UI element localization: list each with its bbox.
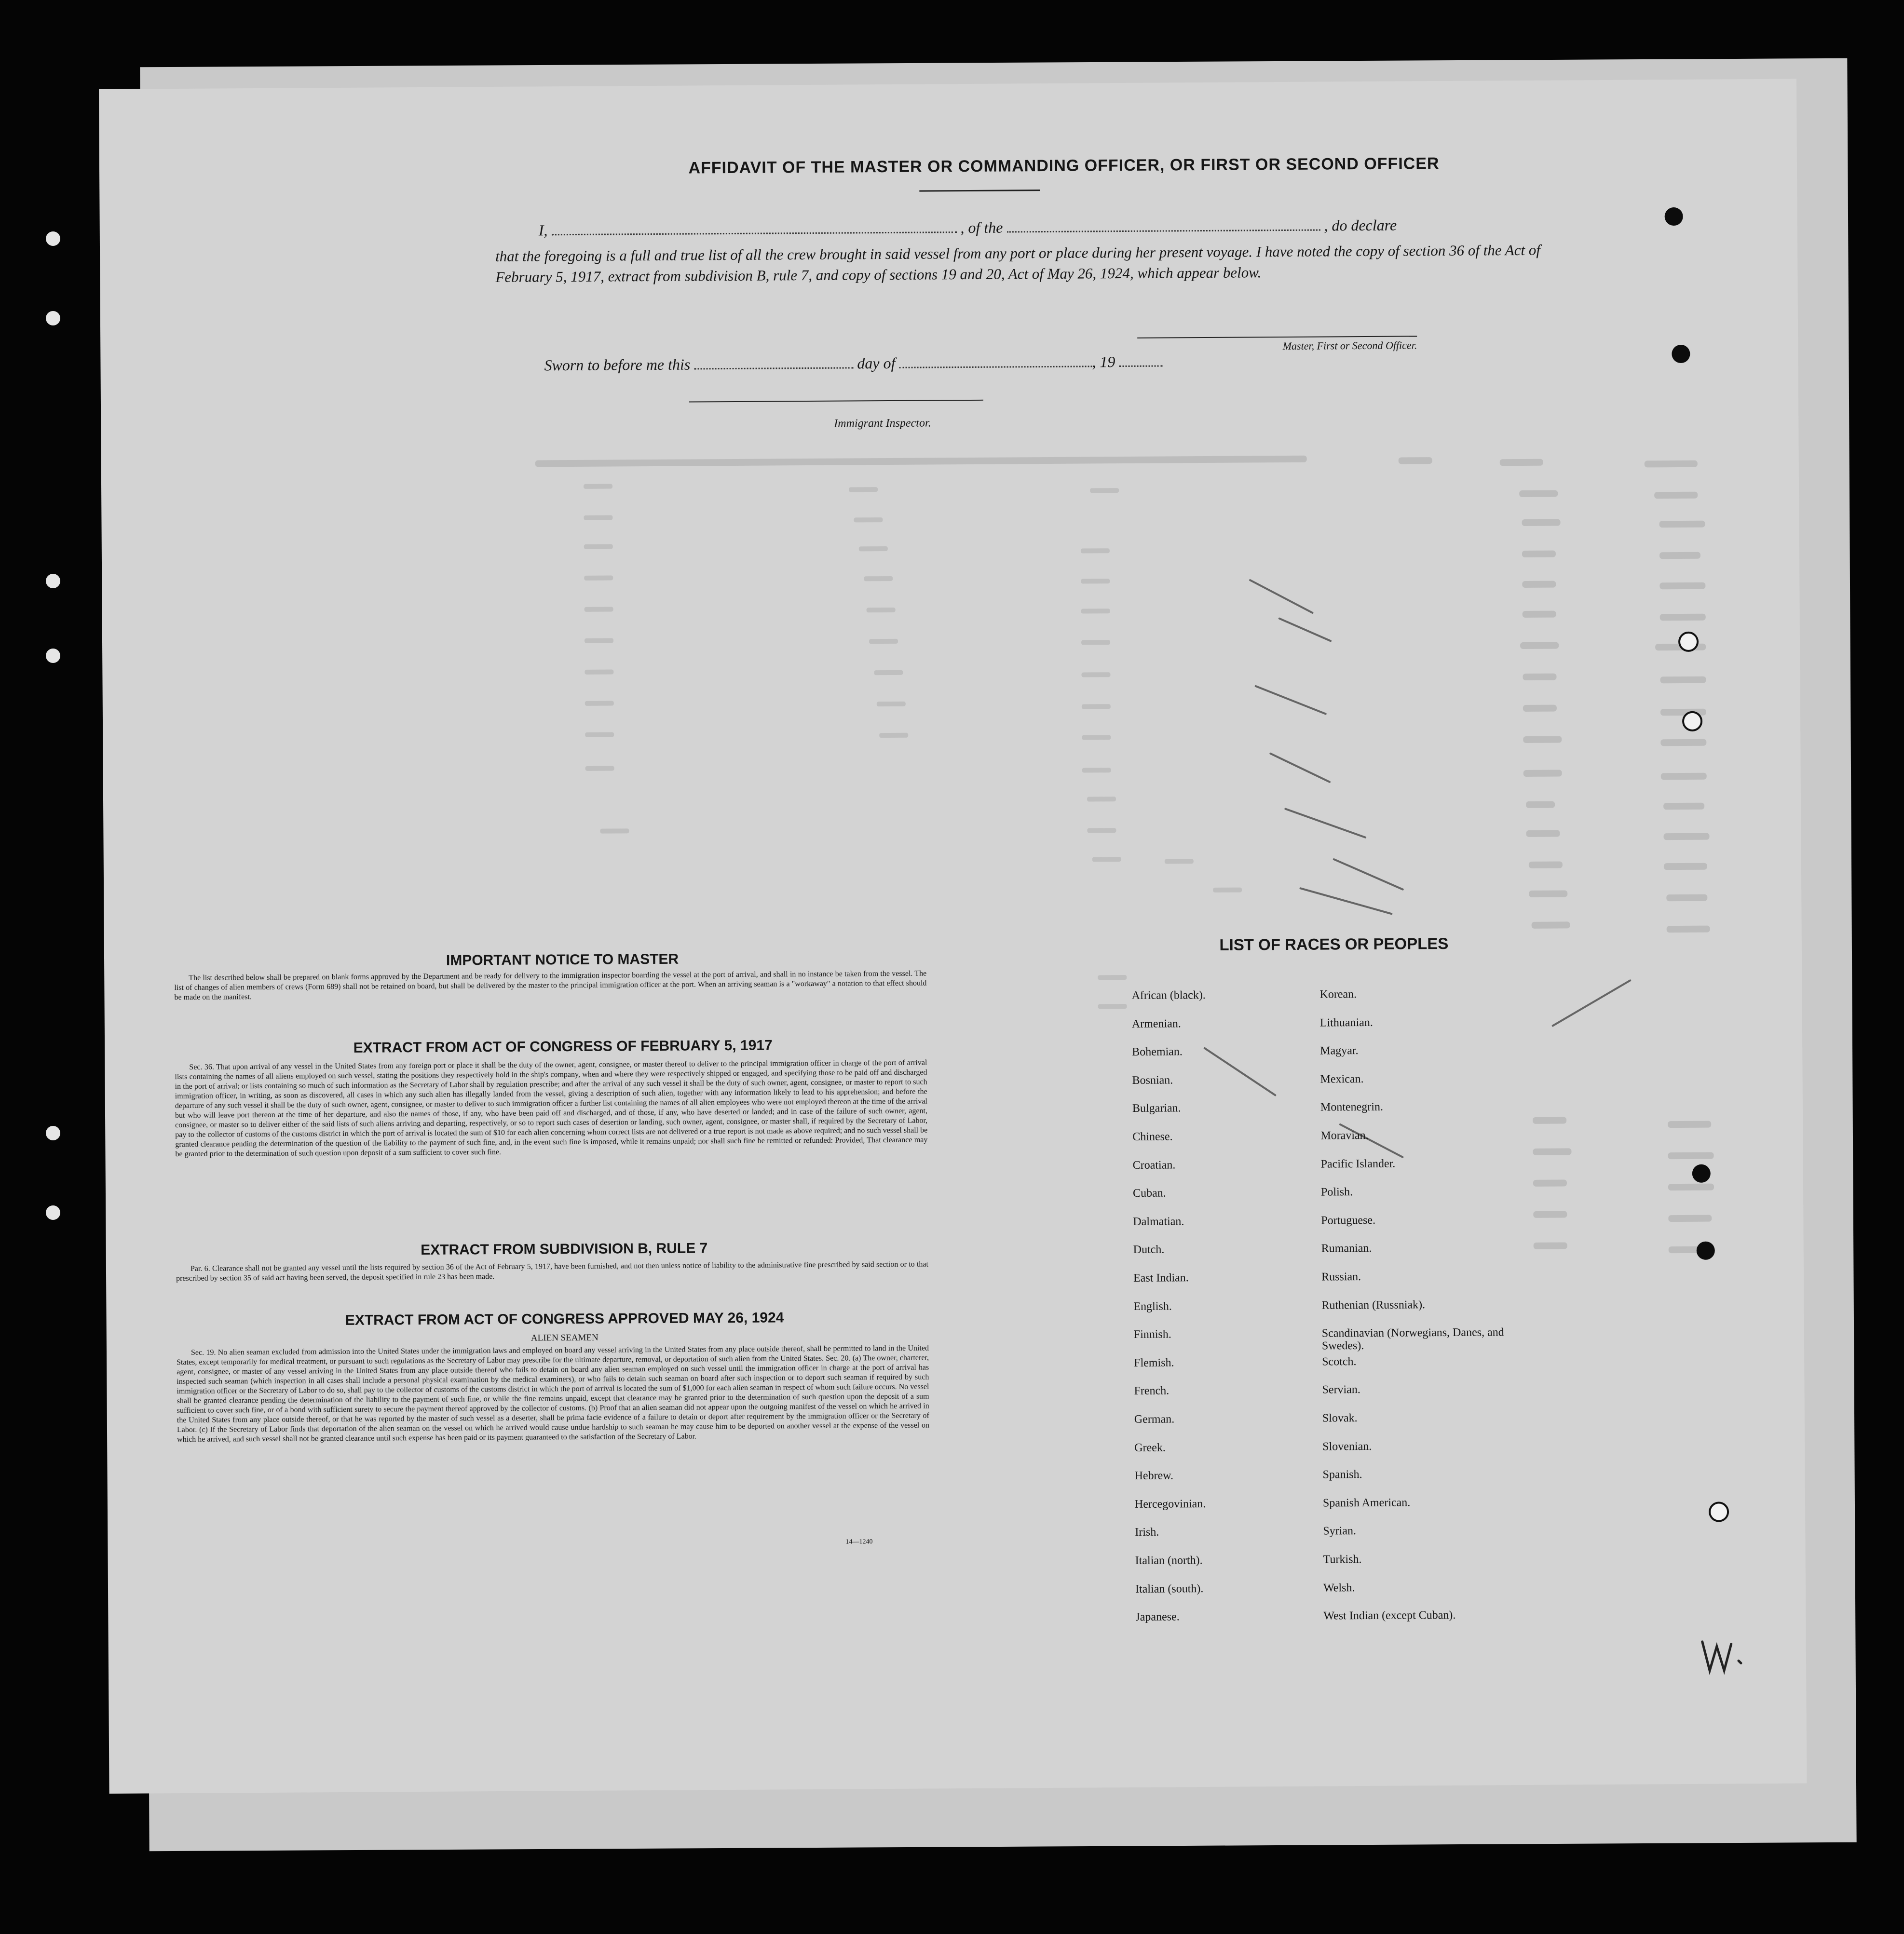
race-entry: Rumanian. [1321,1242,1372,1255]
race-entry: Hebrew. [1134,1469,1174,1483]
race-entry: Croatian. [1132,1158,1176,1172]
binding-hole [1672,345,1690,363]
race-entry: Cuban. [1132,1187,1166,1200]
handwritten-mark [1700,1636,1758,1676]
race-entry: Pacific Islander. [1320,1157,1396,1171]
binding-hole [1665,207,1683,226]
race-entry: French. [1134,1384,1170,1398]
race-entry: Turkish. [1323,1553,1362,1566]
extract-rule7-text: Par. 6. Clearance shall not be granted any vessel until the lists required by section 36 of the Act of February 5, 1917, have been furnished, and not then unless notice of liability to the administrative fine prescribed by said section or to that prescribed by section 35 of said act having been served, the deposit specified in rule 23 has been made. [176,1260,928,1283]
race-entry: Italian (north). [1135,1554,1203,1567]
race-entry: Dutch. [1133,1243,1165,1257]
race-entry: Scandinavian (Norwegians, Danes, and Swedes). [1321,1326,1504,1352]
race-entry: Korean. [1319,988,1357,1001]
alien-seamen-subtitle: ALIEN SEAMEN [530,1332,598,1343]
race-entry: Moravian. [1320,1129,1369,1142]
notice-text: The list described below shall be prepared on blank forms approved by the Department and be ready for delivery to the immigration inspector boarding the vessel at the port of arrival, and shall in no instance be taken from the vessel. The list of changes of alien members of crews (Form 689) shall not be retained on board, but shall be delivered by the master to the principal immigration officer at the port. When an arriving seaman is a "workaway" a notation to that effect should be made on the manifest. [174,969,927,1002]
sworn-label: Sworn to before me this [544,355,691,374]
margin-hole [46,574,60,588]
race-entry: Spanish. [1322,1468,1362,1481]
race-entry: Hercegovinian. [1134,1497,1206,1511]
races-left-column [1131,988,1304,1624]
race-entry: Bulgarian. [1132,1102,1181,1115]
affidavit-title: AFFIDAVIT OF THE MASTER OR COMMANDING OFFICER, OR FIRST OR SECOND OFFICER [688,154,1440,177]
race-entry: Lithuanian. [1319,1016,1373,1029]
notice-title: IMPORTANT NOTICE TO MASTER [446,951,679,969]
race-entry: Servian. [1322,1383,1360,1396]
binding-hole [1709,1501,1729,1522]
race-entry: Greek. [1134,1441,1166,1454]
manifest-page [99,79,1807,1793]
year-prefix: , 19 [1092,353,1115,371]
race-entry: Scotch. [1322,1355,1357,1368]
race-entry: Bosnian. [1132,1074,1173,1087]
margin-hole [46,649,60,663]
race-entry: West Indian (except Cuban). [1323,1609,1456,1623]
extract-1924-title: EXTRACT FROM ACT OF CONGRESS APPROVED MAY 26, 1924 [345,1310,784,1328]
margin-hole [46,311,60,325]
affidavit-body: that the foregoing is a full and true list of all the crew brought in said vessel from any port or place during her present voyage. I have noted the copy of section 36 of the Act of February 5, 1917, extract from subdivision B, rule 7, and copy of sections 19 and 20, Act of May 26, 1924, which appear below. [495,241,1541,285]
race-entry: Montenegrin. [1320,1101,1384,1114]
extract-1917-text: Sec. 36. That upon arrival of any vessel in the United States from any foreign port or place it shall be the duty of the owner, agent, consignee, or master thereof to deliver to the principal immigration officer in charge of the port of arrival lists containing the names of all aliens employed on such vessel, stating the positions they respectively hold in the ship's company, when and where they were respectively shipped or engaged, and specifying those to be paid off and discharged in the port of arrival; or lists containing so much of such information as the Secretary of Labor shall by regulation prescribe; and after the arrival of any such vessel it shall be the duty of such owner, agent, consignee, or master to report to such immigration officer, in writing, as soon as discovered, all cases in which any such alien has illegally landed from the vessel, giving a description of such alien, together with any information likely to lead to his apprehension; and before the departure of any such vessel it shall be the duty of such owner, agent, consignee, or master to deliver to such immigration officer a further list containing the names of all alien employees who were not employed thereon at the time of the arrival but who will leave port thereon at the time of her departure, and also the names of those, if any, who have been paid off and discharged, and of those, if any, who have deserted or landed; and in case of the failure of such owner, agent, consignee, or master so to deliver either of the said lists of such aliens arriving and departing, respectively, or so to report such cases of desertion or landing, such owner, agent, consignee, or master shall, if required by the Secretary of Labor, pay to the collector of customs of the customs district in which the port of arrival is located the sum of $10 for each alien concerning whom correct lists are not delivered or a true report is not made as above required; and no such vessel shall be granted clearance pending the determination of the question of the liability to the payment of such fine, and, in the event such fine is imposed, while it remains unpaid; nor shall such fine be remitted or refunded: Provided, That clearance may be granted prior to the determination of such question upon deposit of a sum sufficient to cover such fine. [175,1058,928,1159]
extract-rule7-title: EXTRACT FROM SUBDIVISION B, RULE 7 [421,1240,708,1258]
bleed-through-area [99,79,1807,1793]
race-entry: German. [1134,1413,1175,1426]
inspector-label: Immigrant Inspector. [834,417,931,430]
race-entry: Flemish. [1134,1356,1174,1369]
margin-hole [46,1205,60,1220]
extract-1924-text: Sec. 19. No alien seaman excluded from admission into the United States under the immigration laws and employed on board any vessel arriving in the United States from any place outside thereof, shall be permitted to land in the United States, except temporarily for medical treatment, or pursuant to such regulations as the Secretary of Labor may prescribe for the ultimate departure, removal, or deportation of such alien from the United States. Sec. 20. (a) The owner, charterer, agent, consignee, or master of any vessel arriving in the United States from any place outside thereof who fails to detain on board any alien seaman employed on such vessel until the immigration officer in charge at the port of arrival has inspected such seaman (which inspection in all cases shall include a personal physical examination by the medical examiners), or who fails to detain such seaman on board after such inspection or to deport such seaman if required by such immigration officer or the Secretary of Labor to do so, shall pay to the collector of customs of the customs district in which the port of arrival is located the sum of $1,000 for each alien seaman in respect of whom such failure occurs. No vessel shall be granted clearance pending the determination of the liability to the payment of such fine, or while the fine remains unpaid, except that clearance may be granted prior to the determination of such question upon the deposit of a sum sufficient to cover such fine, or of a bond with sufficient surety to secure the payment thereof approved by the collector of customs. (b) Proof that an alien seaman did not appear upon the outgoing manifest of the vessel on which he arrived in the United States from any place outside thereof, or that he was reported by the master of such vessel as a deserter, shall be prima facie evidence of a failure to detain or deport after requirement by the immigration officer or the Secretary of Labor. (c) If the Secretary of Labor finds that deportation of the alien seaman on the vessel on which he arrived would cause undue hardship to such seaman he may cause him to be deported on another vessel at the expense of the vessel on which he arrived, and such vessel shall not be granted clearance until such expense has been paid or its payment guaranteed to the satisfaction of the Secretary of Labor. [177,1344,930,1444]
of-the-label: , of the [960,218,1003,237]
binding-hole [1678,632,1699,652]
race-entry: Irish. [1135,1526,1159,1539]
race-entry: Finnish. [1133,1328,1171,1341]
race-entry: Welsh. [1323,1581,1355,1595]
race-entry: Bohemian. [1132,1045,1183,1059]
race-entry: Slovak. [1322,1412,1358,1425]
extract-1917-title: EXTRACT FROM ACT OF CONGRESS OF FEBRUARY 5, 1917 [353,1037,773,1056]
race-entry: Italian (south). [1135,1582,1204,1596]
race-entry: Ruthenian (Russniak). [1321,1298,1426,1312]
race-entry: Dalmatian. [1133,1215,1184,1228]
race-entry: Armenian. [1131,1017,1181,1030]
races-right-column [1319,987,1540,1623]
race-entry: Portuguese. [1321,1214,1376,1227]
race-entry: Polish. [1320,1186,1353,1199]
binding-hole [1697,1242,1715,1260]
signature-label: Master, First or Second Officer. [1282,339,1417,352]
day-of-label: day of [857,354,896,372]
race-entry: Chinese. [1132,1130,1173,1143]
form-number: 14—1240 [845,1538,873,1546]
race-entry: English. [1133,1300,1172,1313]
binding-hole [1682,711,1702,731]
do-declare-label: , do declare [1324,216,1397,234]
race-entry: Japanese. [1135,1610,1180,1624]
race-entry: African (black). [1131,989,1206,1002]
race-entry: East Indian. [1133,1271,1189,1285]
race-entry: Russian. [1321,1271,1361,1284]
margin-hole [46,1126,60,1140]
races-title: LIST OF RACES OR PEOPLES [1219,934,1449,954]
race-entry: Magyar. [1320,1044,1359,1057]
race-entry: Spanish American. [1322,1496,1411,1510]
margin-hole [46,231,60,246]
race-entry: Syrian. [1323,1525,1357,1538]
i-label: I, [538,221,548,239]
binding-hole [1692,1164,1711,1183]
race-entry: Slovenian. [1322,1440,1372,1453]
race-entry: Mexican. [1320,1072,1364,1086]
